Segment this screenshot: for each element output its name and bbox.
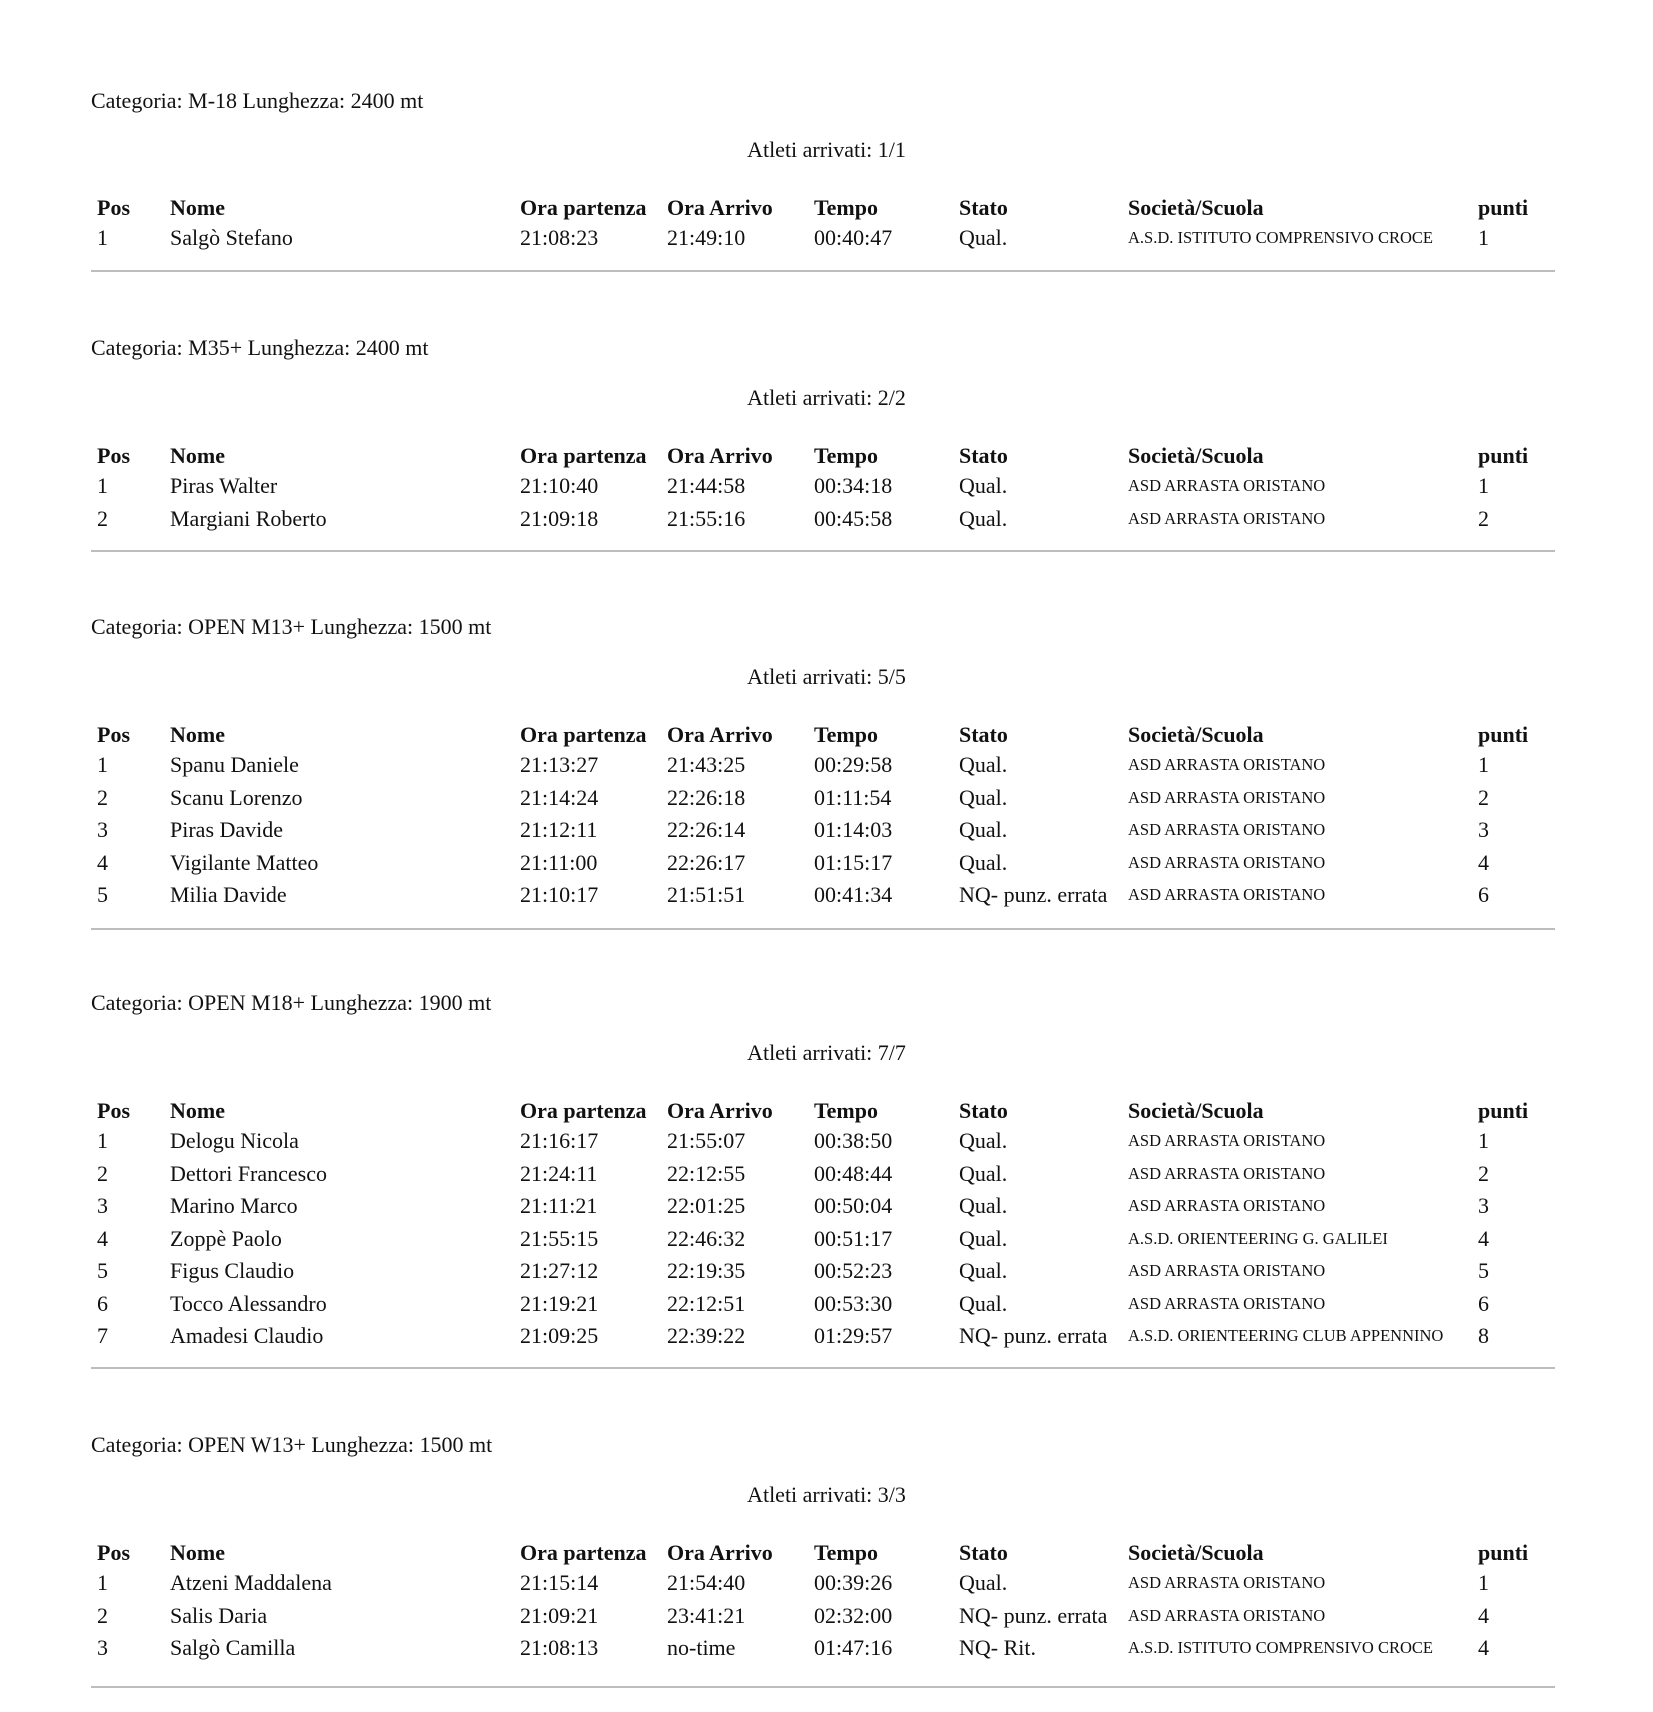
table-row <box>0 506 1653 536</box>
header-ora_arrivo: Ora Arrivo <box>667 1540 773 1565</box>
cell-stato: Qual. <box>959 784 1008 810</box>
cell-tempo: 00:39:26 <box>814 1570 893 1595</box>
cell-stato: Qual. <box>959 1160 1008 1186</box>
header-punti: punti <box>1478 443 1529 468</box>
cell-tempo: 02:32:00 <box>814 1602 893 1628</box>
cell-punti: 2 <box>1478 784 1489 810</box>
section-divider <box>91 550 1555 552</box>
cell-ora_partenza: 21:09:25 <box>520 1323 599 1348</box>
cell-tempo: 00:48:44 <box>814 1160 893 1186</box>
cell-tempo: 00:45:58 <box>814 505 893 531</box>
header-pos: Pos <box>97 1540 130 1565</box>
cell-societa: A.S.D. ISTITUTO COMPRENSIVO CROCE <box>1128 1638 1433 1657</box>
header-stato: Stato <box>959 1540 1008 1565</box>
cell-stato: NQ- punz. errata <box>959 1323 1108 1348</box>
cell-stato: NQ- punz. errata <box>959 882 1108 907</box>
cell-societa: ASD ARRASTA ORISTANO <box>1128 508 1326 528</box>
header-ora_arrivo: Ora Arrivo <box>667 195 773 220</box>
cell-ora_arrivo: no-time <box>667 1635 736 1660</box>
cell-pos: 3 <box>97 1193 108 1218</box>
cell-pos: 6 <box>97 1290 108 1316</box>
cell-societa: ASD ARRASTA ORISTANO <box>1128 787 1326 807</box>
cell-stato: Qual. <box>959 1193 1008 1218</box>
cell-nome: Salgò Stefano <box>170 225 293 250</box>
header-societa: Società/Scuola <box>1128 722 1264 747</box>
header-punti: punti <box>1478 1098 1529 1123</box>
cell-societa: ASD ARRASTA ORISTANO <box>1128 1261 1326 1280</box>
cell-ora_partenza: 21:10:17 <box>520 882 599 907</box>
cell-ora_arrivo: 21:55:16 <box>667 505 746 531</box>
cell-ora_arrivo: 22:12:55 <box>667 1160 746 1186</box>
cell-societa: ASD ARRASTA ORISTANO <box>1128 820 1326 839</box>
table-header <box>0 722 1653 752</box>
cell-stato: Qual. <box>959 1570 1008 1595</box>
cell-tempo: 01:14:03 <box>814 817 893 842</box>
cell-pos: 4 <box>97 849 108 875</box>
table-header <box>0 195 1653 225</box>
table-row <box>0 850 1653 880</box>
cell-punti: 3 <box>1478 817 1489 842</box>
cell-ora_partenza: 21:14:24 <box>520 784 599 810</box>
table-header <box>0 1098 1653 1128</box>
cell-societa: ASD ARRASTA ORISTANO <box>1128 852 1326 872</box>
table-row <box>0 1193 1653 1223</box>
table-row <box>0 752 1653 782</box>
cell-pos: 5 <box>97 1258 108 1283</box>
cell-punti: 1 <box>1478 225 1489 250</box>
cell-ora_arrivo: 22:39:22 <box>667 1323 746 1348</box>
cell-ora_arrivo: 22:46:32 <box>667 1225 746 1251</box>
cell-stato: Qual. <box>959 1128 1008 1153</box>
header-nome: Nome <box>170 1098 225 1123</box>
cell-pos: 1 <box>97 225 108 250</box>
cell-tempo: 00:40:47 <box>814 225 893 250</box>
cell-punti: 6 <box>1478 1290 1489 1316</box>
header-pos: Pos <box>97 443 130 468</box>
cell-pos: 3 <box>97 1635 108 1660</box>
cell-ora_partenza: 21:08:23 <box>520 225 599 250</box>
cell-tempo: 01:15:17 <box>814 849 893 875</box>
section-divider <box>91 270 1555 272</box>
cell-ora_arrivo: 22:19:35 <box>667 1258 746 1283</box>
category-title: Categoria: OPEN M18+ Lunghezza: 1900 mt <box>91 990 492 1015</box>
cell-pos: 3 <box>97 817 108 842</box>
cell-tempo: 00:29:58 <box>814 752 893 777</box>
header-nome: Nome <box>170 443 225 468</box>
header-tempo: Tempo <box>814 443 878 468</box>
table-row <box>0 785 1653 815</box>
cell-pos: 1 <box>97 473 108 498</box>
cell-nome: Salgò Camilla <box>170 1635 296 1660</box>
athletes-arrived: Atleti arrivati: 3/3 <box>747 1482 906 1507</box>
cell-societa: ASD ARRASTA ORISTANO <box>1128 476 1326 495</box>
cell-tempo: 00:34:18 <box>814 473 893 498</box>
cell-stato: NQ- punz. errata <box>959 1602 1108 1628</box>
cell-ora_partenza: 21:09:18 <box>520 505 599 531</box>
cell-pos: 7 <box>97 1323 108 1348</box>
category-title: Categoria: OPEN W13+ Lunghezza: 1500 mt <box>91 1432 493 1457</box>
header-stato: Stato <box>959 722 1008 747</box>
cell-ora_partenza: 21:10:40 <box>520 473 599 498</box>
section-divider <box>91 1686 1555 1688</box>
cell-ora_partenza: 21:27:12 <box>520 1258 599 1283</box>
cell-ora_partenza: 21:16:17 <box>520 1128 599 1153</box>
cell-stato: Qual. <box>959 225 1008 250</box>
cell-punti: 2 <box>1478 1160 1489 1186</box>
cell-societa: ASD ARRASTA ORISTANO <box>1128 1163 1326 1183</box>
cell-tempo: 00:51:17 <box>814 1225 893 1251</box>
cell-nome: Vigilante Matteo <box>170 849 319 875</box>
cell-punti: 1 <box>1478 1128 1489 1153</box>
table-row <box>0 1323 1653 1353</box>
table-row <box>0 225 1653 255</box>
table-row <box>0 1258 1653 1288</box>
cell-societa: ASD ARRASTA ORISTANO <box>1128 1196 1326 1215</box>
cell-ora_arrivo: 21:51:51 <box>667 882 746 907</box>
cell-ora_partenza: 21:24:11 <box>520 1160 598 1186</box>
cell-punti: 6 <box>1478 882 1489 907</box>
cell-ora_arrivo: 21:49:10 <box>667 225 746 250</box>
cell-nome: Marino Marco <box>170 1193 298 1218</box>
header-societa: Società/Scuola <box>1128 443 1264 468</box>
header-pos: Pos <box>97 722 130 747</box>
cell-punti: 2 <box>1478 505 1489 531</box>
cell-nome: Piras Davide <box>170 817 284 842</box>
cell-punti: 1 <box>1478 1570 1489 1595</box>
header-nome: Nome <box>170 195 225 220</box>
cell-punti: 3 <box>1478 1193 1489 1218</box>
cell-ora_partenza: 21:13:27 <box>520 752 599 777</box>
cell-ora_arrivo: 21:44:58 <box>667 473 746 498</box>
cell-stato: NQ- Rit. <box>959 1635 1036 1660</box>
header-nome: Nome <box>170 1540 225 1565</box>
cell-societa: ASD ARRASTA ORISTANO <box>1128 1293 1326 1313</box>
header-punti: punti <box>1478 1540 1529 1565</box>
cell-punti: 8 <box>1478 1323 1489 1348</box>
cell-tempo: 00:41:34 <box>814 882 893 907</box>
athletes-arrived: Atleti arrivati: 7/7 <box>747 1040 906 1065</box>
cell-nome: Figus Claudio <box>170 1258 295 1283</box>
header-ora_partenza: Ora partenza <box>520 722 647 747</box>
category-title: Categoria: M-18 Lunghezza: 2400 mt <box>91 88 424 113</box>
cell-tempo: 01:47:16 <box>814 1635 893 1660</box>
table-header <box>0 443 1653 473</box>
header-pos: Pos <box>97 1098 130 1123</box>
cell-tempo: 00:50:04 <box>814 1193 893 1218</box>
cell-ora_arrivo: 22:12:51 <box>667 1290 746 1316</box>
cell-ora_partenza: 21:09:21 <box>520 1602 599 1628</box>
cell-nome: Spanu Daniele <box>170 752 299 777</box>
athletes-arrived: Atleti arrivati: 1/1 <box>747 137 906 162</box>
header-ora_arrivo: Ora Arrivo <box>667 722 773 747</box>
header-pos: Pos <box>97 195 130 220</box>
header-ora_partenza: Ora partenza <box>520 195 647 220</box>
category-title: Categoria: OPEN M13+ Lunghezza: 1500 mt <box>91 614 492 639</box>
header-tempo: Tempo <box>814 1540 878 1565</box>
table-row <box>0 817 1653 847</box>
cell-ora_partenza: 21:15:14 <box>520 1570 599 1595</box>
cell-pos: 1 <box>97 1128 108 1153</box>
header-tempo: Tempo <box>814 195 878 220</box>
cell-tempo: 01:29:57 <box>814 1323 893 1348</box>
cell-ora_partenza: 21:11:00 <box>520 849 598 875</box>
header-ora_arrivo: Ora Arrivo <box>667 1098 773 1123</box>
header-punti: punti <box>1478 722 1529 747</box>
cell-nome: Delogu Nicola <box>170 1128 299 1153</box>
cell-ora_arrivo: 21:55:07 <box>667 1128 746 1153</box>
cell-societa: ASD ARRASTA ORISTANO <box>1128 1573 1326 1592</box>
table-row <box>0 1603 1653 1633</box>
athletes-arrived: Atleti arrivati: 2/2 <box>747 385 906 410</box>
header-nome: Nome <box>170 722 225 747</box>
cell-societa: A.S.D. ORIENTEERING CLUB APPENNINO <box>1128 1326 1444 1345</box>
cell-tempo: 00:38:50 <box>814 1128 893 1153</box>
header-tempo: Tempo <box>814 1098 878 1123</box>
cell-ora_arrivo: 23:41:21 <box>667 1602 746 1628</box>
table-row <box>0 1161 1653 1191</box>
cell-nome: Dettori Francesco <box>170 1160 327 1186</box>
cell-punti: 5 <box>1478 1258 1489 1283</box>
table-row <box>0 1226 1653 1256</box>
cell-pos: 2 <box>97 784 108 810</box>
cell-ora_arrivo: 21:43:25 <box>667 752 746 777</box>
header-stato: Stato <box>959 195 1008 220</box>
cell-stato: Qual. <box>959 473 1008 498</box>
cell-ora_partenza: 21:08:13 <box>520 1635 599 1660</box>
cell-nome: Piras Walter <box>170 473 278 498</box>
cell-tempo: 00:53:30 <box>814 1290 893 1316</box>
cell-punti: 4 <box>1478 1635 1489 1660</box>
cell-nome: Tocco Alessandro <box>170 1290 327 1316</box>
cell-nome: Margiani Roberto <box>170 505 327 531</box>
cell-ora_arrivo: 22:26:18 <box>667 784 746 810</box>
cell-stato: Qual. <box>959 1258 1008 1283</box>
cell-tempo: 01:11:54 <box>814 784 892 810</box>
table-row <box>0 1291 1653 1321</box>
cell-pos: 1 <box>97 752 108 777</box>
cell-punti: 1 <box>1478 752 1489 777</box>
section-divider <box>91 1367 1555 1369</box>
header-societa: Società/Scuola <box>1128 195 1264 220</box>
header-stato: Stato <box>959 443 1008 468</box>
cell-nome: Amadesi Claudio <box>170 1323 324 1348</box>
cell-stato: Qual. <box>959 1290 1008 1316</box>
table-row <box>0 1635 1653 1665</box>
cell-stato: Qual. <box>959 1225 1008 1251</box>
cell-societa: ASD ARRASTA ORISTANO <box>1128 885 1326 904</box>
cell-nome: Milia Davide <box>170 882 287 907</box>
section-divider <box>91 928 1555 930</box>
cell-ora_partenza: 21:55:15 <box>520 1225 599 1251</box>
header-ora_partenza: Ora partenza <box>520 1540 647 1565</box>
cell-tempo: 00:52:23 <box>814 1258 893 1283</box>
table-row <box>0 473 1653 503</box>
cell-societa: A.S.D. ISTITUTO COMPRENSIVO CROCE <box>1128 228 1433 247</box>
cell-punti: 4 <box>1478 1225 1489 1251</box>
cell-ora_partenza: 21:19:21 <box>520 1290 599 1316</box>
cell-punti: 1 <box>1478 473 1489 498</box>
cell-societa: ASD ARRASTA ORISTANO <box>1128 755 1326 774</box>
cell-pos: 2 <box>97 1160 108 1186</box>
cell-societa: A.S.D. ORIENTEERING G. GALILEI <box>1128 1228 1388 1248</box>
cell-societa: ASD ARRASTA ORISTANO <box>1128 1605 1326 1625</box>
cell-ora_arrivo: 22:26:17 <box>667 849 746 875</box>
table-row <box>0 882 1653 912</box>
cell-pos: 1 <box>97 1570 108 1595</box>
cell-ora_arrivo: 22:26:14 <box>667 817 746 842</box>
header-punti: punti <box>1478 195 1529 220</box>
cell-stato: Qual. <box>959 752 1008 777</box>
table-row <box>0 1128 1653 1158</box>
cell-ora_arrivo: 22:01:25 <box>667 1193 746 1218</box>
cell-stato: Qual. <box>959 849 1008 875</box>
cell-punti: 4 <box>1478 1602 1489 1628</box>
header-ora_partenza: Ora partenza <box>520 1098 647 1123</box>
cell-nome: Scanu Lorenzo <box>170 784 303 810</box>
category-title: Categoria: M35+ Lunghezza: 2400 mt <box>91 335 429 360</box>
header-stato: Stato <box>959 1098 1008 1123</box>
cell-pos: 5 <box>97 882 108 907</box>
athletes-arrived: Atleti arrivati: 5/5 <box>747 664 906 689</box>
cell-nome: Atzeni Maddalena <box>170 1570 332 1595</box>
cell-nome: Salis Daria <box>170 1602 268 1628</box>
cell-societa: ASD ARRASTA ORISTANO <box>1128 1131 1326 1150</box>
cell-punti: 4 <box>1478 849 1489 875</box>
cell-ora_arrivo: 21:54:40 <box>667 1570 746 1595</box>
header-ora_partenza: Ora partenza <box>520 443 647 468</box>
header-societa: Società/Scuola <box>1128 1098 1264 1123</box>
table-header <box>0 1540 1653 1570</box>
cell-pos: 4 <box>97 1225 108 1251</box>
header-tempo: Tempo <box>814 722 878 747</box>
table-row <box>0 1570 1653 1600</box>
header-societa: Società/Scuola <box>1128 1540 1264 1565</box>
cell-ora_partenza: 21:12:11 <box>520 817 598 842</box>
header-ora_arrivo: Ora Arrivo <box>667 443 773 468</box>
cell-stato: Qual. <box>959 817 1008 842</box>
cell-nome: Zoppè Paolo <box>170 1225 282 1251</box>
cell-stato: Qual. <box>959 505 1008 531</box>
cell-pos: 2 <box>97 505 108 531</box>
cell-pos: 2 <box>97 1602 108 1628</box>
cell-ora_partenza: 21:11:21 <box>520 1193 598 1218</box>
